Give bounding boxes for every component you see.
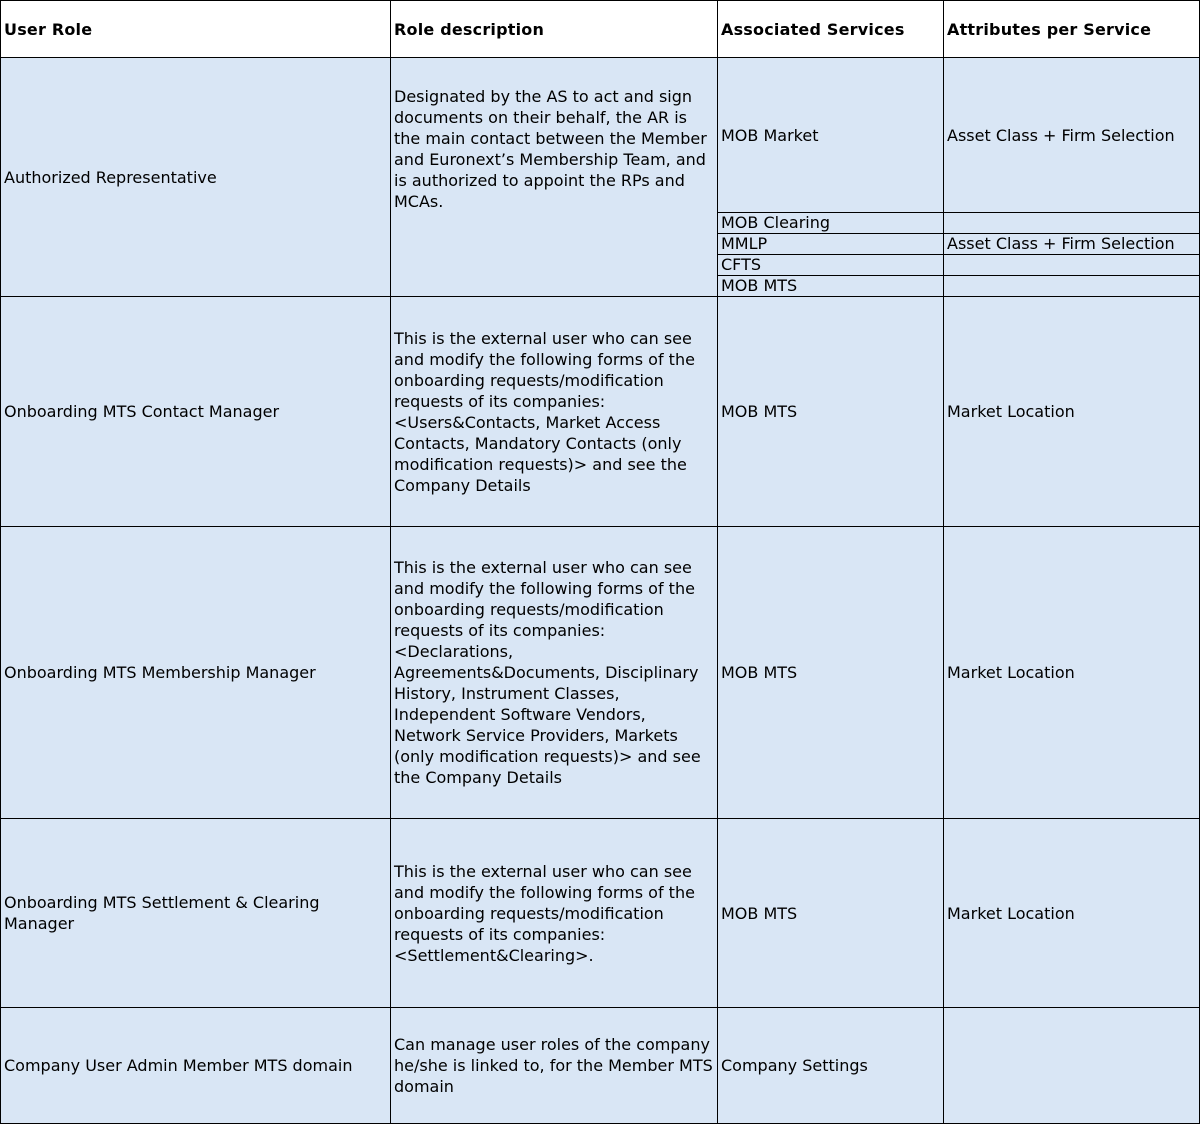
role-cell: Onboarding MTS Contact Manager	[1, 297, 391, 527]
table-row	[1, 527, 1200, 819]
attributes-cell: Market Location	[944, 527, 1200, 819]
service-cell: CFTS	[718, 255, 944, 276]
role-cell: Onboarding MTS Membership Manager	[1, 527, 391, 819]
header-row	[1, 1, 1200, 58]
service-cell: MOB Market	[718, 58, 944, 213]
description-cell: This is the external user who can see and modify the following forms of the onboarding requests/modification requests of its companies: <Settlement&Clearing>.	[391, 819, 718, 1008]
role-cell: Authorized Representative	[1, 58, 391, 297]
header-role-description: Role description	[391, 1, 718, 58]
service-cell: MOB Clearing	[718, 213, 944, 234]
attributes-cell	[944, 213, 1200, 234]
role-cell: Company User Admin Member MTS domain	[1, 1008, 391, 1124]
attributes-cell: Market Location	[944, 819, 1200, 1008]
description-cell: This is the external user who can see and modify the following forms of the onboarding requests/modification requests of its companies: <Declarations, Agreements&Documents, Disciplinary History, Instrument Classes, Independent Software Vendors, Network Service Providers, Markets (only modification requests)> and see the Company Details	[391, 527, 718, 819]
table-row	[1, 819, 1200, 1008]
service-cell: Company Settings	[718, 1008, 944, 1124]
header-user-role: User Role	[1, 1, 391, 58]
attributes-cell: Asset Class + Firm Selection	[944, 58, 1200, 213]
table-row	[1, 58, 1200, 213]
service-cell: MOB MTS	[718, 819, 944, 1008]
attributes-cell	[944, 276, 1200, 297]
table-row	[1, 297, 1200, 527]
attributes-cell: Market Location	[944, 297, 1200, 527]
service-cell: MMLP	[718, 234, 944, 255]
attributes-cell	[944, 1008, 1200, 1124]
service-cell: MOB MTS	[718, 527, 944, 819]
description-cell	[391, 58, 718, 297]
description-cell: This is the external user who can see and modify the following forms of the onboarding requests/modification requests of its companies: <Users&Contacts, Market Access Contacts, Mandatory Contacts (only modification requests)> and see the Company Details	[391, 297, 718, 527]
service-cell: MOB MTS	[718, 297, 944, 527]
header-attributes-per-service: Attributes per Service	[944, 1, 1200, 58]
description-cell: Can manage user roles of the company he/she is linked to, for the Member MTS domain	[391, 1008, 718, 1124]
description-text: Designated by the AS to act and sign documents on their behalf, the AR is the main contact between the Member and Euronext’s Membership Team, and is authorized to appoint the RPs and MCAs.	[394, 87, 707, 211]
service-cell: MOB MTS	[718, 276, 944, 297]
attributes-cell: Asset Class + Firm Selection	[944, 234, 1200, 255]
header-associated-services: Associated Services	[718, 1, 944, 58]
table-row	[1, 1008, 1200, 1124]
attributes-cell	[944, 255, 1200, 276]
role-cell: Onboarding MTS Settlement & Clearing Manager	[1, 819, 391, 1008]
